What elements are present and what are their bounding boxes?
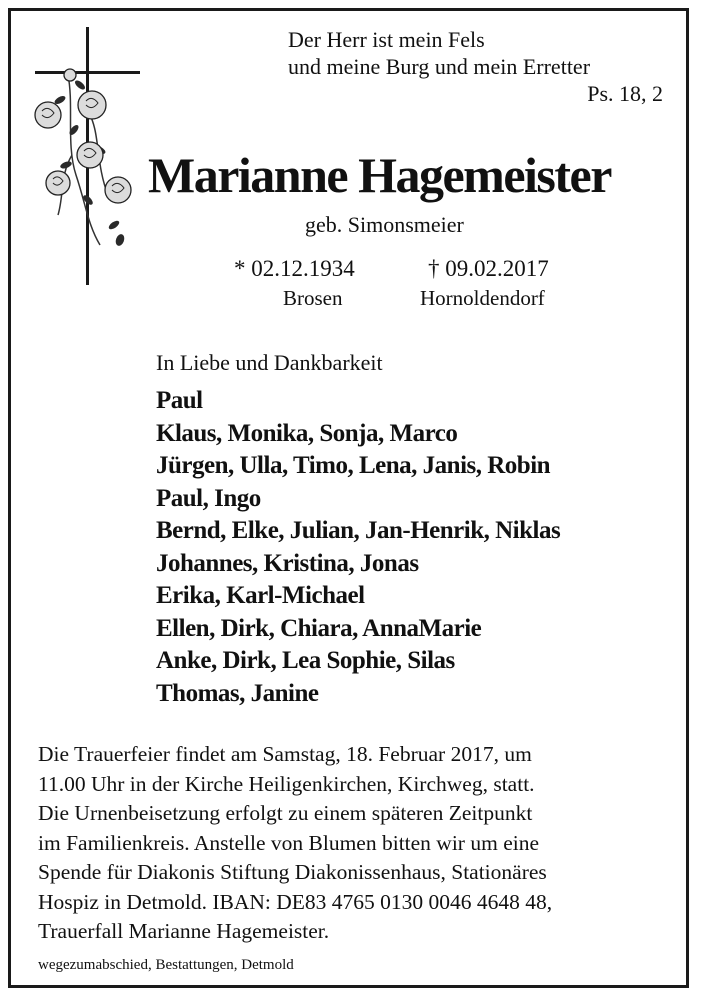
- deceased-name: Marianne Hagemeister: [148, 147, 611, 203]
- mourner-line: Paul: [156, 387, 203, 414]
- cross-with-roses-icon: [30, 25, 145, 290]
- death-place: Hornoldendorf: [420, 286, 545, 310]
- mourner-line: Klaus, Monika, Sonja, Marco: [156, 419, 458, 447]
- notice-line: Trauerfall Marianne Hagemeister.: [38, 919, 330, 943]
- funeral-notice-text: [38, 740, 678, 947]
- mourners-list: [156, 385, 560, 710]
- mourner-line: Jürgen, Ulla, Timo, Lena, Janis, Robin: [156, 452, 551, 479]
- notice-line: 11.00 Uhr in der Kirche Heiligenkirchen, Kirchweg, statt.: [38, 771, 535, 796]
- birth-date: * 02.12.1934: [234, 256, 355, 281]
- notice-line: im Familienkreis. Anstelle von Blumen bitten wir um eine: [38, 830, 539, 855]
- mourner-line: Paul, Ingo: [156, 484, 261, 512]
- mourner-line: Johannes, Kristina, Jonas: [156, 549, 419, 577]
- psalm-line-1: Der Herr ist mein Fels: [288, 27, 485, 52]
- mourner-line: Ellen, Dirk, Chiara, AnnaMarie: [156, 614, 482, 642]
- notice-line: Die Trauerfeier findet am Samstag, 18. Februar 2017, um: [38, 742, 532, 766]
- death-date: † 09.02.2017: [428, 256, 549, 281]
- mourner-line: Anke, Dirk, Lea Sophie, Silas: [156, 647, 455, 674]
- mourner-line: Bernd, Elke, Julian, Jan-Henrik, Niklas: [156, 517, 561, 544]
- mourners-intro: In Liebe und Dankbarkeit: [156, 350, 383, 375]
- psalm-line-2: und meine Burg und mein Erretter: [288, 54, 591, 79]
- psalm-quote: [288, 26, 663, 107]
- notice-line: Hospiz in Detmold. IBAN: DE83 4765 0130 0046 4648 48,: [38, 889, 553, 914]
- maiden-name: geb. Simonsmeier: [305, 212, 464, 237]
- birth-place: Brosen: [283, 286, 343, 310]
- notice-line: Die Urnenbeisetzung erfolgt zu einem späteren Zeitpunkt: [38, 801, 533, 825]
- mourner-line: Thomas, Janine: [156, 679, 319, 707]
- psalm-reference: Ps. 18, 2: [587, 81, 663, 106]
- mourner-line: Erika, Karl-Michael: [156, 582, 365, 609]
- undertaker-credit: wegezumabschied, Bestattungen, Detmold: [38, 957, 294, 973]
- notice-line: Spende für Diakonis Stiftung Diakonissenhaus, Stationäres: [38, 860, 547, 884]
